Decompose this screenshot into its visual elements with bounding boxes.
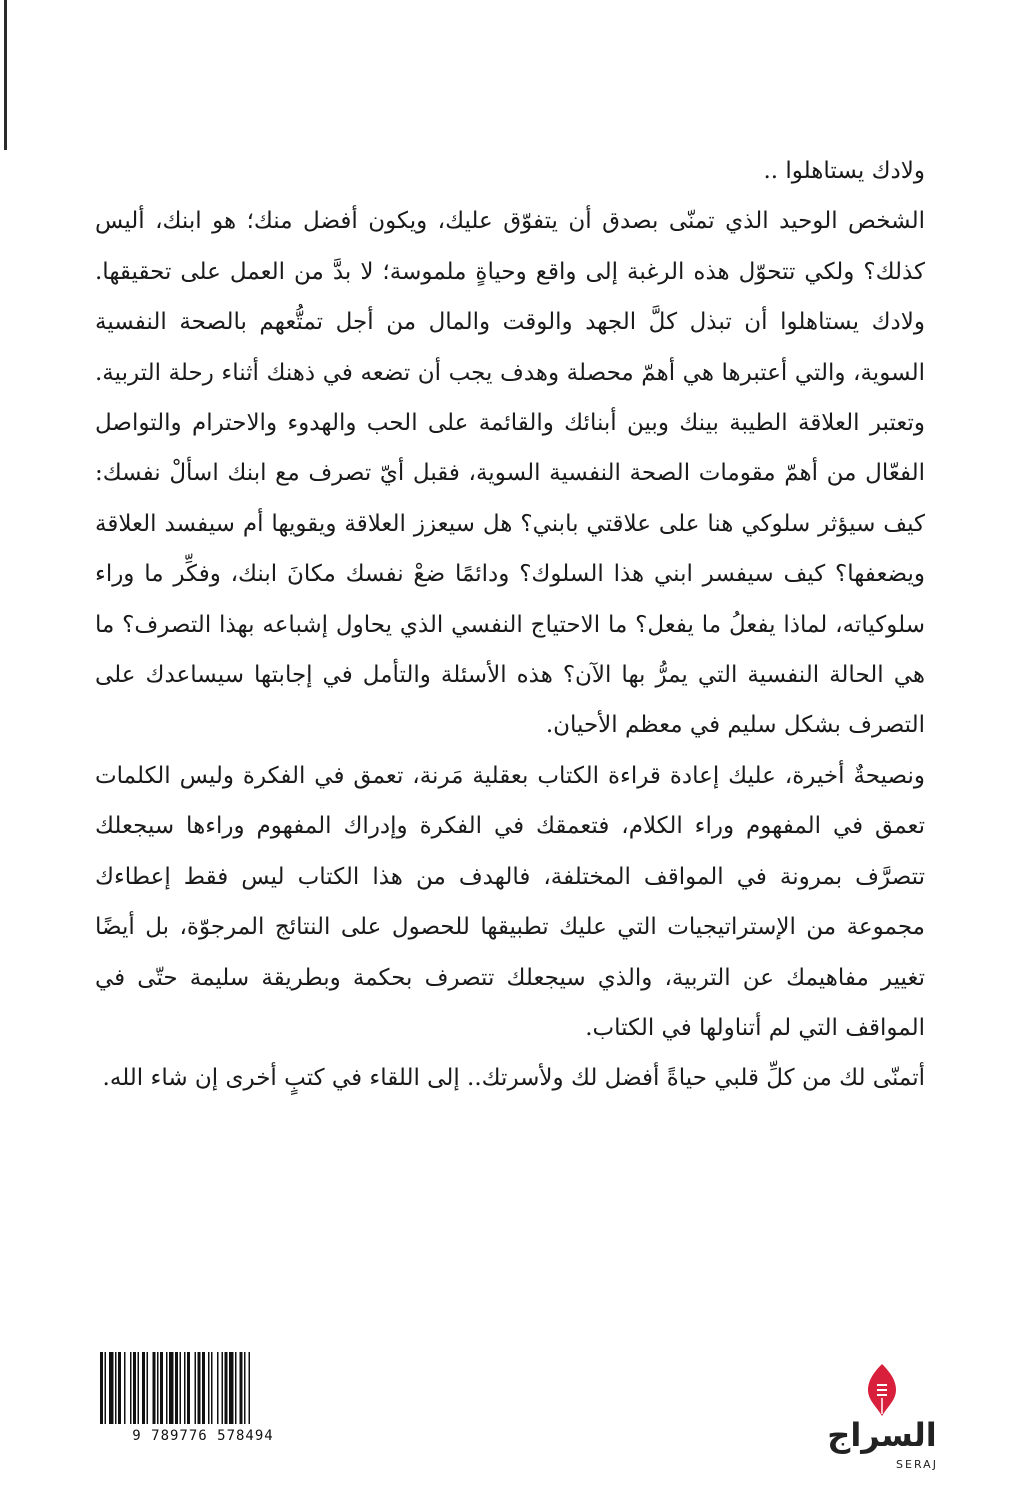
page-edge-line bbox=[4, 0, 7, 150]
barcode-bars bbox=[96, 1352, 310, 1426]
publisher-name-arabic: السراج bbox=[827, 1416, 937, 1454]
back-cover-text bbox=[95, 146, 925, 1104]
pen-nib-icon bbox=[822, 1360, 942, 1420]
intro-line: ولادك يستاهلوا .. bbox=[763, 158, 925, 184]
closing-line: أتمنّى لك من كلِّ قلبي حياةً أفضل لك ولأسرتك.. إلى اللقاء في كتبٍ أخرى إن شاء الله. bbox=[102, 1065, 925, 1092]
body-paragraph-2: ونصيحةٌ أخيرة، عليك إعادة قراءة الكتاب بعقلية مَرنة، تعمق في الفكرة وليس الكلمات تعمق في المفهوم وراء الكلام، فتعمقك في الفكرة وإدراك المفهوم وراءها سيجعلك تتصرَّف بمرونة في المواقف المختلفة، فالهدف من هذا الكتاب ليس فقط إعطاءك مجموعة من الإستراتيجيات التي عليك تطبيقها للحصول على النتائج المرجوّة، بل أيضًا تغيير مفاهيمك عن التربية، والذي سيجعلك تتصرف بحكمة وبطريقة سليمة حتّى في المواقف التي لم أتناولها في الكتاب. bbox=[95, 762, 925, 1041]
publisher-name-latin: SERAJ bbox=[896, 1458, 938, 1471]
body-paragraph-1: الشخص الوحيد الذي تمنّى بصدق أن يتفوّق عليك، ويكون أفضل منك؛ هو ابنك، أليس كذلك؟ ولكي تتحوّل هذه الرغبة إلى واقع وحياةٍ ملموسة؛ لا بدَّ من العمل على تحقيقها. ولادك يستاهلوا أن تبذل كلَّ الجهد والوقت والمال من أجل تمتُّعهم بالصحة النفسية السوية، والتي أعتبرها هي أهمّ محصلة وهدف يجب أن تضعه في ذهنك أثناء رحلة التربية. وتعتبر العلاقة الطيبة بينك وبين أبنائك والقائمة على الحب والهدوء والاحترام والتواصل الفعّال من أهمّ مقومات الصحة النفسية السوية، فقبل أيّ تصرف مع ابنك اسألْ نفسك: كيف سيؤثر سلوكي هنا على علاقتي بابني؟ هل سيعزز العلاقة ويقويها أم سيفسد العلاقة ويضعفها؟ كيف سيفسر ابني هذا السلوك؟ ودائمًا ضعْ نفسك مكانَ ابنك، وفكِّر ما وراء سلوكياته، لماذا يفعلُ ما يفعل؟ ما الاحتياج النفسي الذي يحاول إشباعه بهذا التصرف؟ ما هي الحالة النفسية التي يمرُّ بها الآن؟ هذه الأسئلة والتأمل في إجابتها سيساعدك على التصرف بشكل سليم في معظم الأحيان. bbox=[95, 208, 925, 739]
barcode-digits: 9 789776 578494 bbox=[132, 1428, 274, 1444]
isbn-barcode bbox=[96, 1352, 310, 1448]
publisher-logo bbox=[822, 1360, 942, 1476]
